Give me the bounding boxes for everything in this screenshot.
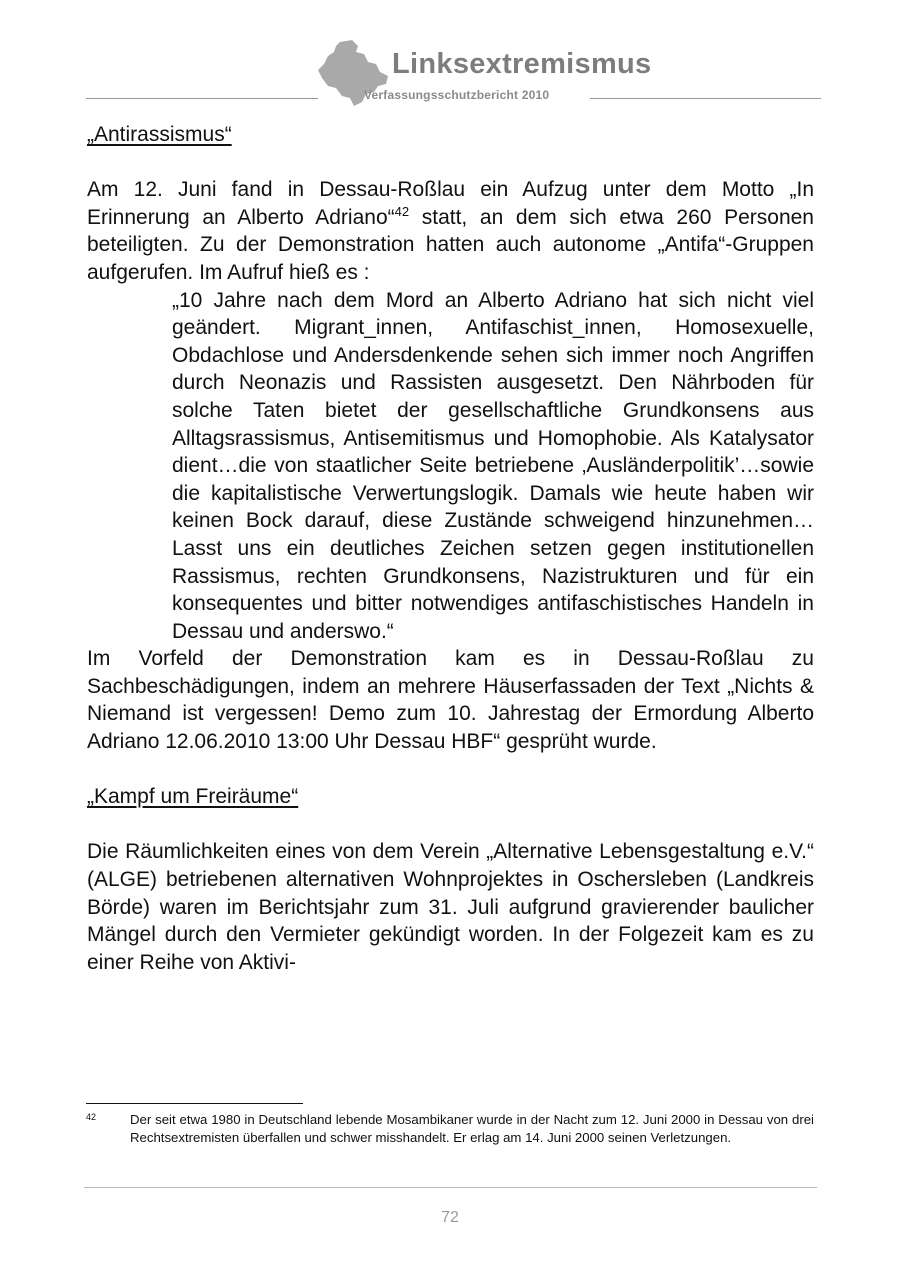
paragraph-alge: Die Räumlichkeiten eines von dem Verein „Alternative Lebensgestaltung e.V.“ (ALGE) betriebenen alternativen Wohnprojektes in Oschersleben (Landkreis Börde) waren im Berichtsjahr zum 31. Juli aufgrund gravierender baulicher Mängel durch den Vermieter gekündigt worden. In der Folgezeit kam es zu einer Reihe von Aktivi- [87, 840, 814, 974]
header-rule-right [590, 98, 821, 99]
paragraph-text: Am 12. Juni fand in Dessau-Roßlau ein Aufzug unter dem Motto „In Erinnerung an Alberto Adriano“ [87, 178, 814, 229]
footnote-text: Der seit etwa 1980 in Deutschland lebende Mosambikaner wurde in der Nacht zum 12. Juni 2000 in Dessau von drei Rechtsextremisten überfallen und schwer misshandelt. Er erlag am 14. Juni 2000 seinen Verletzungen. [130, 1112, 814, 1145]
footnote-number: 42 [86, 1112, 97, 1122]
footnote-rule [86, 1103, 303, 1104]
section-heading-antirassismus: „Antirassismus“ [87, 123, 232, 146]
footnote-reference: 42 [394, 203, 410, 219]
header-title: Linksextremismus [392, 48, 652, 80]
footer-rule [84, 1187, 817, 1188]
section-heading-freiraeume: „Kampf um Freiräume“ [87, 785, 299, 809]
main-content [87, 121, 814, 976]
footnote [86, 1111, 814, 1146]
paragraph-demonstration [87, 176, 814, 286]
header-rule-left [86, 98, 318, 99]
header-subtitle: Verfassungsschutzbericht 2010 [364, 88, 550, 102]
paragraph-vandalism: Im Vorfeld der Demonstration kam es in Dessau-Roßlau zu Sachbeschädigungen, indem an mehrere Häuserfassaden der Text „Nichts & Niemand ist vergessen! Demo zum 10. Jahrestag der Ermordung Alberto Adriano 12.06.2010 13:00 Uhr Dessau HBF“ gesprüht wurde. [87, 647, 814, 754]
page-number: 72 [441, 1209, 459, 1226]
block-quote: „10 Jahre nach dem Mord an Alberto Adriano hat sich nicht viel geändert. Migrant_innen, Antifaschist_innen, Homosexuelle, Obdachlose und Andersdenkende sehen sich immer noch Angriffen durch Neonazis und Rassisten ausgesetzt. Den Nährboden für solche Taten bietet der gesellschaftliche Grundkonsens aus Alltagsrassismus, Antisemitismus und Homophobie. Als Katalysator dient…die von staatlicher Seite betriebene ‚Ausländerpolitik’…sowie die kapitalistische Verwertungslogik. Damals wie heute haben wir keinen Bock darauf, diese Zustände schweigend hinzunehmen…Lasst uns ein deutliches Zeichen setzen gegen institutionellen Rassismus, rechten Grundkonsens, Nazistrukturen und für ein konsequentes und bitter notwendiges antifaschistisches Handeln in Dessau und anderswo.“ [172, 288, 814, 643]
paragraph-text: statt, an dem sich etwa 260 Personen beteiligten. Zu der Demonstration hatten auch autonome „Antifa“-Gruppen aufgerufen. Im Aufruf hieß es : [87, 205, 814, 284]
page-header [0, 0, 900, 110]
